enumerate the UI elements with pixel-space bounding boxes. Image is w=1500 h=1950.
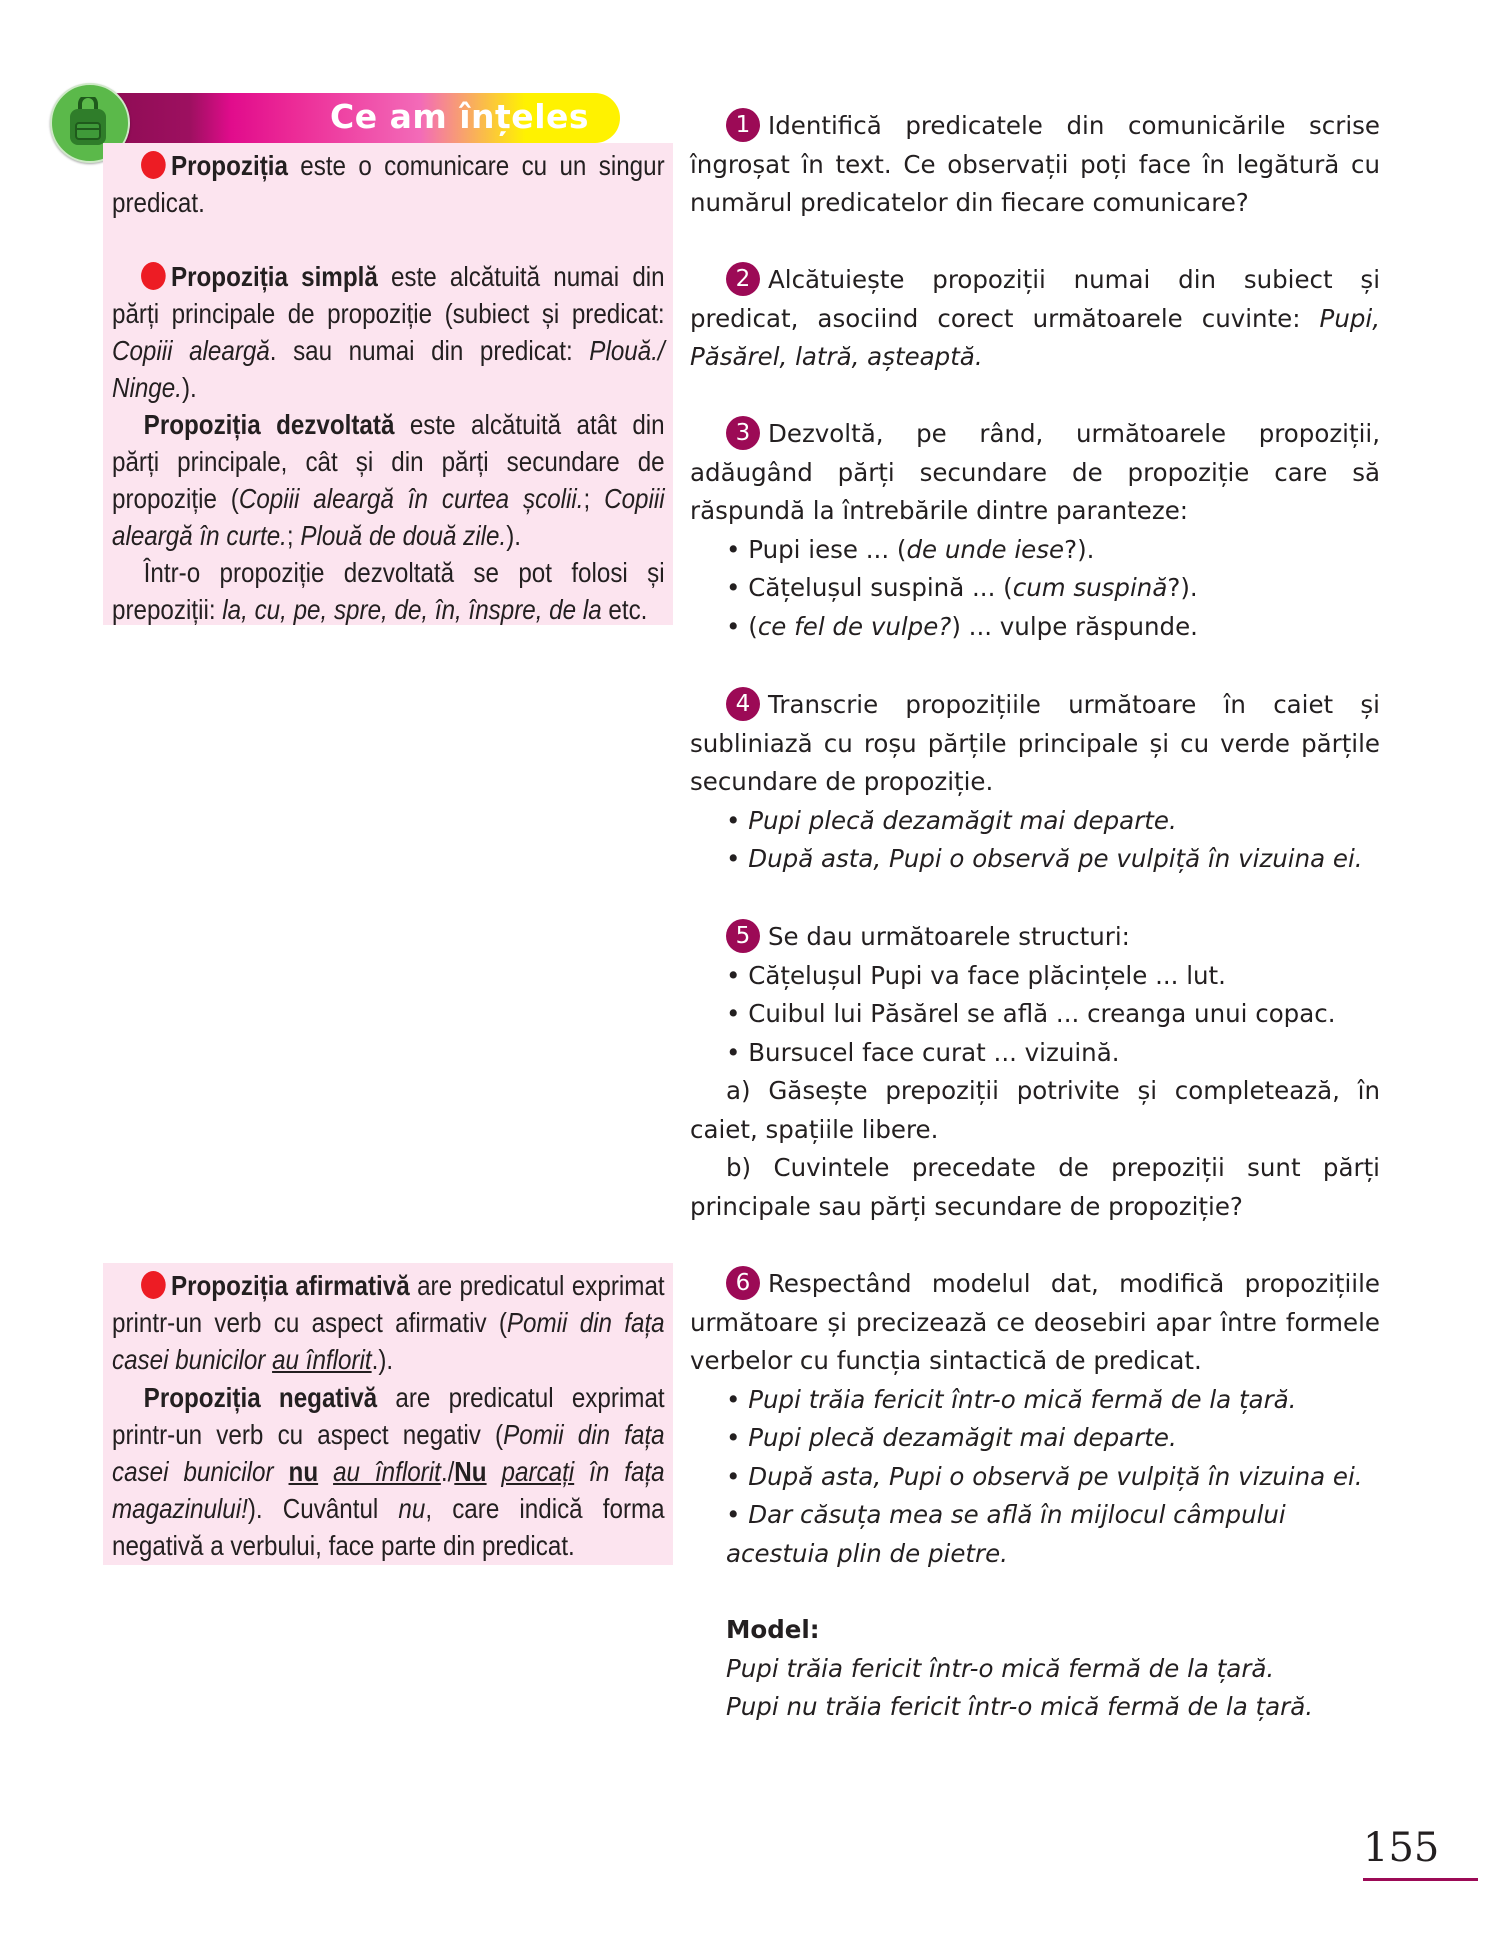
- list-item: • Pupi trăia fericit într-o mică fermă de la țară.: [726, 1384, 1297, 1414]
- red-bullet-icon: [141, 262, 166, 290]
- definition-propozitia-afirmativa: Propoziția afirmativă are predicatul exprimat printr-un verb cu aspect afirmativ (Pomii din fața casei bunicilor au înflorit.).: [112, 1270, 665, 1375]
- list-item: • Cuibul lui Păsărel se află ... creanga unui copac.: [726, 999, 1336, 1028]
- model-line: Pupi trăia fericit într-o mică fermă de la țară.: [726, 1653, 1275, 1683]
- list-item: • Pupi iese ... (de unde iese?).: [726, 534, 1095, 564]
- exercise-2: 2 Alcătuiește propoziții numai din subiect și predicat, asociind corect următoarele cuvinte: Pupi, Păsărel, latră, așteaptă.: [690, 261, 1380, 377]
- subtask-b: b) Cuvintele precedate de prepoziții sunt părți principale sau părți secundare de propoziție?: [690, 1153, 1380, 1221]
- backpack-icon: [66, 97, 110, 147]
- exercise-5: 5 Se dau următoarele structuri: • Cățelușul Pupi va face plăcințele ... lut. • Cuibul lui Păsărel se află ... creanga unui copac. • Bursucel face curat ... vizuină. a) Găsește prepoziții potrivite și completează, în caiet, spațiile libere. b) Cuvintele precedate de prepoziții sunt părți principale sau părți secundare de propoziție?: [690, 918, 1380, 1226]
- exercise-number-badge: 1: [726, 108, 760, 142]
- exercise-number-badge: 4: [726, 687, 760, 721]
- section-title: Ce am înțeles: [330, 97, 590, 136]
- list-item: • După asta, Pupi o observă pe vulpiță în vizuina ei.: [726, 844, 1363, 873]
- red-bullet-icon: [141, 1271, 166, 1299]
- exercise-number-badge: 5: [726, 919, 760, 953]
- page-number: 155: [1363, 1825, 1440, 1871]
- definition-propozitia-dezvoltata: Propoziția dezvoltată este alcătuită atât din părți principale, cât și din părți secundare de propoziție (Copiii aleargă în curtea școlii.; Copiii aleargă în curte.; Plouă de două zile.).: [112, 409, 665, 551]
- list-item: • Pupi plecă dezamăgit mai departe.: [726, 1423, 1177, 1452]
- page-number-rule: [1363, 1878, 1478, 1881]
- exercise-4: 4 Transcrie propozițiile următoare în caiet și subliniază cu roșu părțile principale și cu verde părțile secundare de propoziție. • Pupi plecă dezamăgit mai departe. • După asta, Pupi o observă pe vulpiță în vizuina ei.: [690, 686, 1380, 879]
- definition-prepozitii: Într-o propoziție dezvoltată se pot folosi și prepoziții: la, cu, pe, spre, de, în, înspre, de la etc.: [112, 557, 665, 625]
- exercise-number-badge: 6: [726, 1266, 760, 1300]
- exercise-3: 3 Dezvoltă, pe rând, următoarele propoziții, adăugând părți secundare de propoziție care să răspundă la întrebările dintre paranteze: • Pupi iese ... (de unde iese?). • Cățelușul suspină ... (cum suspină?). • (ce fel de vulpe?) ... vulpe răspunde.: [690, 415, 1380, 646]
- exercise-number-badge: 3: [726, 416, 760, 450]
- definition-propozitia: Propoziția este o comunicare cu un singur predicat.: [112, 150, 665, 218]
- list-item: • După asta, Pupi o observă pe vulpiță în vizuina ei.: [726, 1461, 1363, 1491]
- exercise-1: 1 Identifică predicatele din comunicările scrise îngroșat în text. Ce observații poți face în legătură cu numărul predicatelor din fiecare comunicare?: [690, 107, 1380, 223]
- list-item: • Bursucel face curat ... vizuină.: [726, 1037, 1120, 1067]
- subtask-a: a) Găsește prepoziții potrivite și completează, în caiet, spațiile libere.: [690, 1076, 1380, 1144]
- model-line: Pupi nu trăia fericit într-o mică fermă de la țară.: [726, 1692, 1314, 1721]
- list-item: • Dar căsuța mea se află în mijlocul câmpului acestuia plin de pietre.: [726, 1500, 1286, 1568]
- list-item: • (ce fel de vulpe?) ... vulpe răspunde.: [726, 611, 1198, 641]
- list-item: • Cățelușul suspină ... (cum suspină?).: [726, 573, 1198, 602]
- list-item: • Pupi plecă dezamăgit mai departe.: [726, 805, 1177, 835]
- exercise-6: 6 Respectând modelul dat, modifică propozițiile următoare și precizează ce deosebiri apar între formele verbelor cu funcția sintactică de predicat. • Pupi trăia fericit într-o mică fermă de la țară. • Pupi plecă dezamăgit mai departe. • După asta, Pupi o observă pe vulpiță în vizuina ei. • Dar căsuța mea se află în mijlocul câmpului acestuia plin de pietre. Model: Pupi trăia fericit într-o mică fermă de la țară. Pupi nu trăia fericit într-o mică fermă de la țară.: [690, 1265, 1380, 1727]
- red-bullet-icon: [141, 151, 166, 179]
- exercise-number-badge: 2: [726, 262, 760, 296]
- definition-propozitia-simpla: Propoziția simplă este alcătuită numai din părți principale de propoziție (subiect și predicat: Copiii aleargă. sau numai din predicat: Plouă./ Ninge.).: [112, 261, 665, 403]
- model-label: Model:: [726, 1615, 820, 1644]
- definition-propozitia-negativa: Propoziția negativă are predicatul exprimat printr-un verb cu aspect negativ (Pomii din fața casei bunicilor nu au înflorit./Nu parcați în fața magazinului!). Cuvântul nu, care indică forma negativă a verbului, face parte din predicat.: [112, 1382, 665, 1561]
- list-item: • Cățelușul Pupi va face plăcințele ... lut.: [726, 960, 1226, 990]
